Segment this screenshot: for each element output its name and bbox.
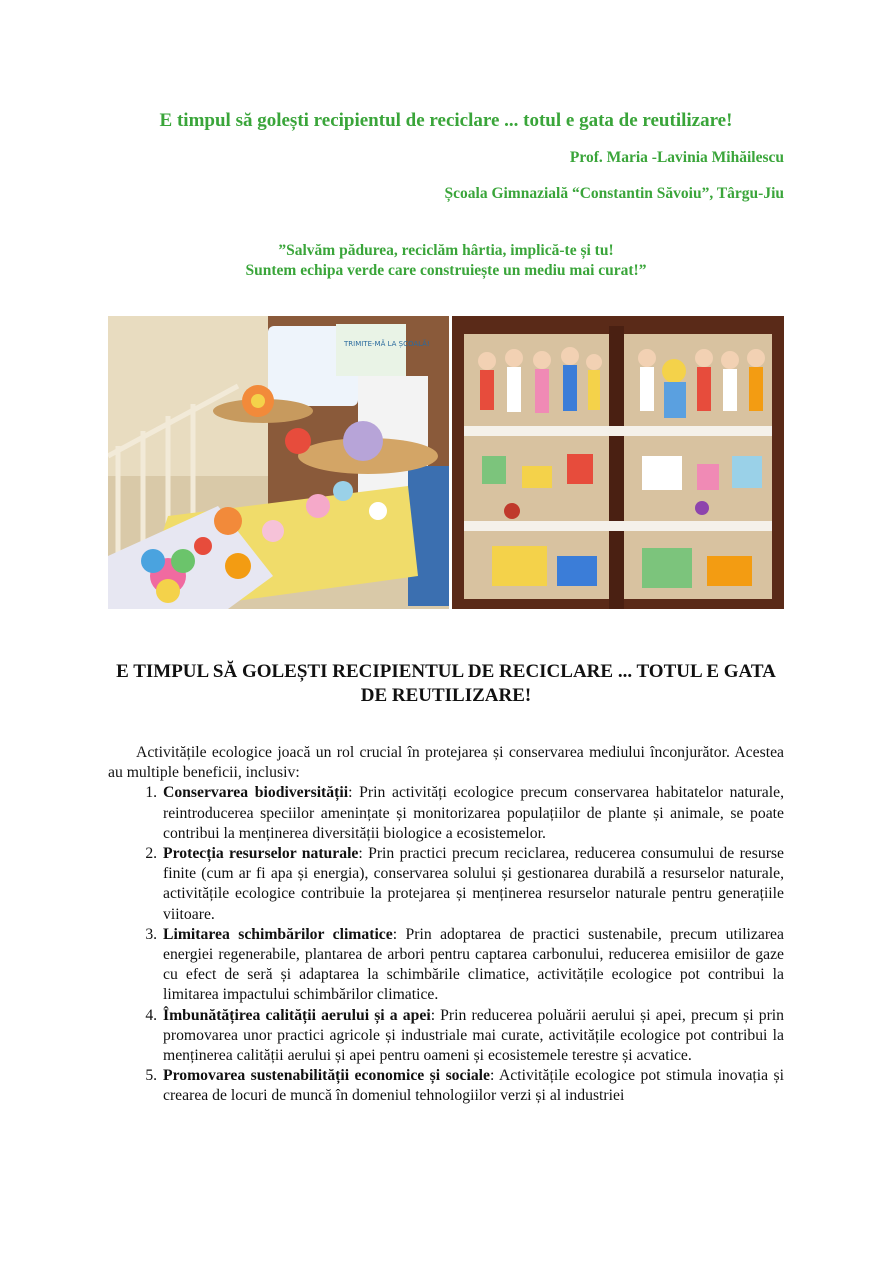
list-item: [161, 844, 784, 925]
list-item-heading: Îmbunătățirea calității aerului și a apei: [163, 1006, 431, 1024]
benefits-list: [108, 783, 784, 1106]
exhibition-table-illustration: [108, 316, 449, 609]
school-name: Școala Gimnazială “Constantin Săvoiu”, Târgu-Jiu: [444, 185, 784, 202]
photo-collage: [108, 316, 784, 609]
list-item-text: : Prin activități ecologice precum conservarea habitatelor naturale, reintroducerea speciilor amenințate și monitorizarea populațiilor de plante și animale, se poate contribui la menținerea diversității biologice a ecosistemelor.: [163, 784, 785, 842]
list-item-heading: Protecția resurselor naturale: [163, 845, 359, 863]
photo-exhibition-table: [108, 316, 449, 609]
list-item-heading: Limitarea schimbărilor climatice: [163, 925, 393, 943]
photo-display-cabinet: [452, 316, 784, 609]
list-item: [161, 1066, 784, 1106]
list-item: [161, 783, 784, 844]
list-item-text: : Prin reducerea poluării aerului și apei, precum și prin promovarea unor practici agricole și industriale mai curate, activitățile ecologice pot contribui la menținerea calității aerului și apei pentru oameni și ecosistemele terestre și acvatice.: [163, 1006, 785, 1065]
article-intro: Activitățile ecologice joacă un rol crucial în protejarea și conservarea mediului înconjurător. Acestea au multiple beneficii, inclusiv:: [108, 744, 784, 782]
poster-text: TRIMITE-MĂ LA ȘCOALĂ!: [344, 340, 430, 348]
article-body: [108, 743, 784, 1107]
list-item: [161, 1006, 784, 1067]
list-item-text: : Prin adoptarea de practici sustenabile, precum utilizarea energiei regenerabile, plantarea de arbori pentru captarea carbonului, reducerea emisiilor de gaze cu efect de seră și adaptarea la schimbările climatice, activitățile ecologice pot contribui la limitarea impactului schimbărilor climatice.: [163, 925, 784, 1004]
motto-line-1: ”Salvăm pădurea, reciclăm hârtia, implică-te și tu!: [278, 242, 614, 259]
list-item-heading: Promovarea sustenabilității economice și sociale: [163, 1067, 491, 1085]
list-item: [161, 925, 784, 1006]
display-cabinet-illustration: [452, 316, 784, 609]
motto: [0, 241, 892, 281]
author-name: Prof. Maria -Lavinia Mihăilescu: [569, 149, 784, 166]
list-item-heading: Conservarea biodiversității: [163, 784, 349, 802]
list-item-text: : Prin practici precum reciclarea, reducerea consumului de resurse finite (cum ar fi apa și energia), conservarea solului și gestionarea durabilă a resurselor naturale, activitățile ecologice contribuie la protejarea și menținerea resurselor naturale pentru generațiile viitoare.: [163, 845, 784, 923]
motto-line-2: Suntem echipa verde care construiește un mediu mai curat!”: [245, 262, 647, 279]
article-title: E TIMPUL SĂ GOLEȘTI RECIPIENTUL DE RECICLARE ... TOTUL E GATA DE REUTILIZARE!: [116, 661, 776, 706]
list-item-text: : Activitățile ecologice pot stimula inovația și crearea de locuri de muncă în domeniul tehnologiilor verzi și al industriei: [163, 1067, 784, 1105]
page-title: E timpul să golești recipientul de reciclare ... totul e gata de reutilizare!: [159, 110, 733, 131]
